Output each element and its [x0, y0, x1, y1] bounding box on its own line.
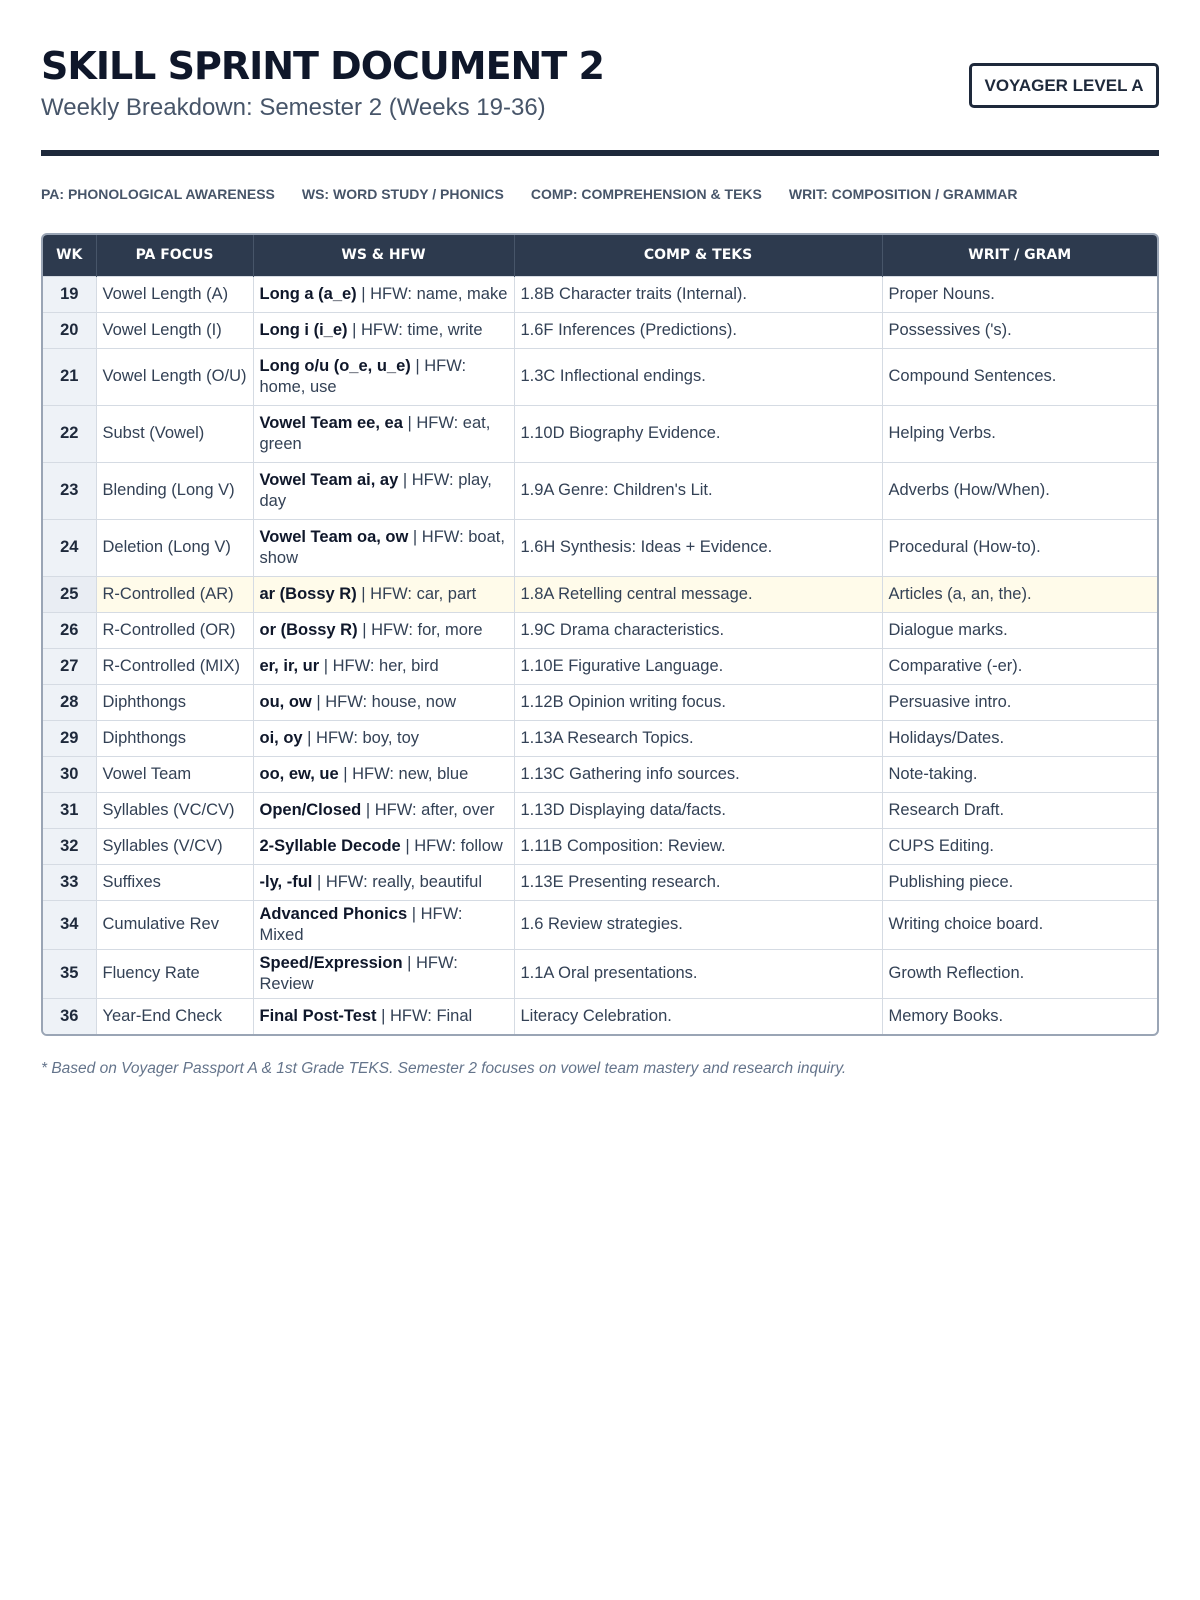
legend-item-pa: PA: PHONOLOGICAL AWARENESS: [41, 186, 275, 202]
pa-focus-cell: Subst (Vowel): [96, 405, 253, 462]
ws-hfw-cell: [253, 684, 514, 720]
comp-teks-cell: 1.9C Drama characteristics.: [514, 612, 882, 648]
legend-item-ws: WS: WORD STUDY / PHONICS: [301, 186, 504, 202]
hfw-words: | HFW: new, blue: [338, 764, 469, 783]
week-cell: 28: [43, 684, 96, 720]
table-row: [43, 792, 1157, 828]
week-cell: 19: [43, 276, 96, 312]
page-title: SKILL SPRINT DOCUMENT 2: [41, 44, 604, 88]
pa-focus-cell: Cumulative Rev: [96, 900, 253, 949]
ws-hfw-cell: [253, 612, 514, 648]
writ-gram-cell: Comparative (-er).: [882, 648, 1157, 684]
pa-focus-cell: Vowel Length (O/U): [96, 348, 253, 405]
week-cell: 34: [43, 900, 96, 949]
comp-teks-cell: 1.13D Displaying data/facts.: [514, 792, 882, 828]
pa-focus-cell: Deletion (Long V): [96, 519, 253, 576]
table-row: [43, 900, 1157, 949]
pa-focus-cell: Vowel Length (I): [96, 312, 253, 348]
page-subtitle: Weekly Breakdown: Semester 2 (Weeks 19-36): [41, 94, 546, 121]
table-row: [43, 348, 1157, 405]
hfw-words: | HFW: boy, toy: [302, 728, 420, 747]
ws-hfw-cell: [253, 949, 514, 998]
legend-item-comp: COMP: COMPREHENSION & TEKS: [530, 186, 762, 202]
writ-gram-cell: Growth Reflection.: [882, 949, 1157, 998]
ws-hfw-cell: [253, 312, 514, 348]
writ-gram-cell: CUPS Editing.: [882, 828, 1157, 864]
week-cell: 30: [43, 756, 96, 792]
writ-gram-cell: Dialogue marks.: [882, 612, 1157, 648]
table-row: [43, 684, 1157, 720]
week-cell: 27: [43, 648, 96, 684]
ws-skill: -ly, -ful: [259, 872, 313, 891]
pa-focus-cell: Fluency Rate: [96, 949, 253, 998]
footnote: * Based on Voyager Passport A & 1st Grade TEKS. Semester 2 focuses on vowel team mastery and research inquiry.: [41, 1060, 847, 1077]
comp-teks-cell: 1.8B Character traits (Internal).: [514, 276, 882, 312]
column-header-comp: COMP & TEKS: [514, 235, 882, 276]
ws-skill: Vowel Team ee, ea: [259, 413, 403, 432]
weekly-breakdown-table: [43, 235, 1157, 1034]
comp-teks-cell: 1.10D Biography Evidence.: [514, 405, 882, 462]
week-cell: 36: [43, 998, 96, 1034]
pa-focus-cell: Syllables (V/CV): [96, 828, 253, 864]
pa-focus-cell: Year-End Check: [96, 998, 253, 1034]
comp-teks-cell: 1.13E Presenting research.: [514, 864, 882, 900]
hfw-words: | HFW: play, day: [259, 470, 492, 510]
hfw-words: | HFW: Final: [376, 1006, 473, 1025]
comp-teks-cell: 1.9A Genre: Children's Lit.: [514, 462, 882, 519]
table-row: [43, 864, 1157, 900]
comp-teks-cell: 1.8A Retelling central message.: [514, 576, 882, 612]
ws-skill: er, ir, ur: [259, 656, 320, 675]
hfw-words: | HFW: Mixed: [259, 904, 463, 944]
writ-gram-cell: Holidays/Dates.: [882, 720, 1157, 756]
ws-hfw-cell: [253, 864, 514, 900]
ws-skill: Long a (a_e): [259, 284, 357, 303]
writ-gram-cell: Memory Books.: [882, 998, 1157, 1034]
table-row: [43, 276, 1157, 312]
writ-gram-cell: Helping Verbs.: [882, 405, 1157, 462]
comp-teks-cell: 1.10E Figurative Language.: [514, 648, 882, 684]
ws-hfw-cell: [253, 405, 514, 462]
comp-teks-cell: 1.6H Synthesis: Ideas + Evidence.: [514, 519, 882, 576]
ws-skill: Final Post-Test: [259, 1006, 377, 1025]
ws-skill: or (Bossy R): [259, 620, 358, 639]
ws-skill: Vowel Team ai, ay: [259, 470, 399, 489]
ws-hfw-cell: [253, 720, 514, 756]
week-cell: 21: [43, 348, 96, 405]
writ-gram-cell: Procedural (How-to).: [882, 519, 1157, 576]
ws-skill: Long i (i_e): [259, 320, 348, 339]
table-row: [43, 648, 1157, 684]
comp-teks-cell: 1.3C Inflectional endings.: [514, 348, 882, 405]
table-row: [43, 949, 1157, 998]
ws-skill: oo, ew, ue: [259, 764, 339, 783]
week-cell: 35: [43, 949, 96, 998]
table-row: [43, 519, 1157, 576]
pa-focus-cell: Syllables (VC/CV): [96, 792, 253, 828]
writ-gram-cell: Articles (a, an, the).: [882, 576, 1157, 612]
level-badge: VOYAGER LEVEL A: [969, 63, 1159, 108]
hfw-words: | HFW: for, more: [357, 620, 483, 639]
comp-teks-cell: Literacy Celebration.: [514, 998, 882, 1034]
writ-gram-cell: Publishing piece.: [882, 864, 1157, 900]
writ-gram-cell: Note-taking.: [882, 756, 1157, 792]
ws-skill: ou, ow: [259, 692, 312, 711]
comp-teks-cell: 1.13C Gathering info sources.: [514, 756, 882, 792]
writ-gram-cell: Research Draft.: [882, 792, 1157, 828]
column-header-wk: WK: [43, 235, 96, 276]
ws-hfw-cell: [253, 900, 514, 949]
pa-focus-cell: R-Controlled (MIX): [96, 648, 253, 684]
week-cell: 32: [43, 828, 96, 864]
pa-focus-cell: Blending (Long V): [96, 462, 253, 519]
hfw-words: | HFW: Review: [259, 953, 458, 993]
hfw-words: | HFW: time, write: [347, 320, 483, 339]
writ-gram-cell: Proper Nouns.: [882, 276, 1157, 312]
comp-teks-cell: 1.11B Composition: Review.: [514, 828, 882, 864]
table-row: [43, 828, 1157, 864]
table-row: [43, 998, 1157, 1034]
pa-focus-cell: Vowel Team: [96, 756, 253, 792]
hfw-words: | HFW: after, over: [361, 800, 495, 819]
pa-focus-cell: Diphthongs: [96, 720, 253, 756]
hfw-words: | HFW: eat, green: [259, 413, 491, 453]
ws-skill: 2-Syllable Decode: [259, 836, 401, 855]
table-row: [43, 312, 1157, 348]
table-row: [43, 576, 1157, 612]
pa-focus-cell: Diphthongs: [96, 684, 253, 720]
writ-gram-cell: Persuasive intro.: [882, 684, 1157, 720]
table-row: [43, 462, 1157, 519]
table-body: [43, 276, 1157, 1034]
ws-hfw-cell: [253, 276, 514, 312]
week-cell: 25: [43, 576, 96, 612]
legend-item-writ: WRIT: COMPOSITION / GRAMMAR: [788, 186, 1018, 202]
comp-teks-cell: 1.6F Inferences (Predictions).: [514, 312, 882, 348]
week-cell: 31: [43, 792, 96, 828]
ws-skill: Advanced Phonics: [259, 904, 408, 923]
week-cell: 20: [43, 312, 96, 348]
abbreviation-legend: [41, 186, 1159, 202]
writ-gram-cell: Possessives ('s).: [882, 312, 1157, 348]
table-row: [43, 720, 1157, 756]
hfw-words: | HFW: name, make: [356, 284, 508, 303]
week-cell: 23: [43, 462, 96, 519]
hfw-words: | HFW: follow: [400, 836, 503, 855]
week-cell: 24: [43, 519, 96, 576]
writ-gram-cell: Compound Sentences.: [882, 348, 1157, 405]
ws-hfw-cell: [253, 792, 514, 828]
document-header: [41, 44, 1159, 150]
pa-focus-cell: R-Controlled (AR): [96, 576, 253, 612]
ws-skill: oi, oy: [259, 728, 303, 747]
week-cell: 29: [43, 720, 96, 756]
ws-hfw-cell: [253, 519, 514, 576]
column-header-writ: WRIT / GRAM: [882, 235, 1157, 276]
column-header-pa: PA FOCUS: [96, 235, 253, 276]
hfw-words: | HFW: car, part: [356, 584, 477, 603]
comp-teks-cell: 1.13A Research Topics.: [514, 720, 882, 756]
hfw-words: | HFW: boat, show: [259, 527, 505, 567]
ws-hfw-cell: [253, 576, 514, 612]
pa-focus-cell: Vowel Length (A): [96, 276, 253, 312]
ws-hfw-cell: [253, 828, 514, 864]
ws-skill: Vowel Team oa, ow: [259, 527, 409, 546]
writ-gram-cell: Writing choice board.: [882, 900, 1157, 949]
hfw-words: | HFW: really, beautiful: [312, 872, 483, 891]
week-cell: 26: [43, 612, 96, 648]
week-cell: 22: [43, 405, 96, 462]
ws-skill: Speed/Expression: [259, 953, 403, 972]
ws-hfw-cell: [253, 756, 514, 792]
header-divider: [41, 150, 1159, 156]
weekly-table-container: [41, 233, 1159, 1036]
ws-skill: ar (Bossy R): [259, 584, 357, 603]
comp-teks-cell: 1.1A Oral presentations.: [514, 949, 882, 998]
table-header-row: [43, 235, 1157, 276]
ws-hfw-cell: [253, 998, 514, 1034]
table-row: [43, 405, 1157, 462]
comp-teks-cell: 1.6 Review strategies.: [514, 900, 882, 949]
ws-hfw-cell: [253, 462, 514, 519]
column-header-ws: WS & HFW: [253, 235, 514, 276]
pa-focus-cell: R-Controlled (OR): [96, 612, 253, 648]
hfw-words: | HFW: her, bird: [319, 656, 439, 675]
ws-hfw-cell: [253, 348, 514, 405]
ws-hfw-cell: [253, 648, 514, 684]
writ-gram-cell: Adverbs (How/When).: [882, 462, 1157, 519]
table-row: [43, 756, 1157, 792]
hfw-words: | HFW: house, now: [311, 692, 457, 711]
pa-focus-cell: Suffixes: [96, 864, 253, 900]
ws-skill: Open/Closed: [259, 800, 362, 819]
table-row: [43, 612, 1157, 648]
week-cell: 33: [43, 864, 96, 900]
hfw-words: | HFW: home, use: [259, 356, 467, 396]
ws-skill: Long o/u (o_e, u_e): [259, 356, 411, 375]
comp-teks-cell: 1.12B Opinion writing focus.: [514, 684, 882, 720]
